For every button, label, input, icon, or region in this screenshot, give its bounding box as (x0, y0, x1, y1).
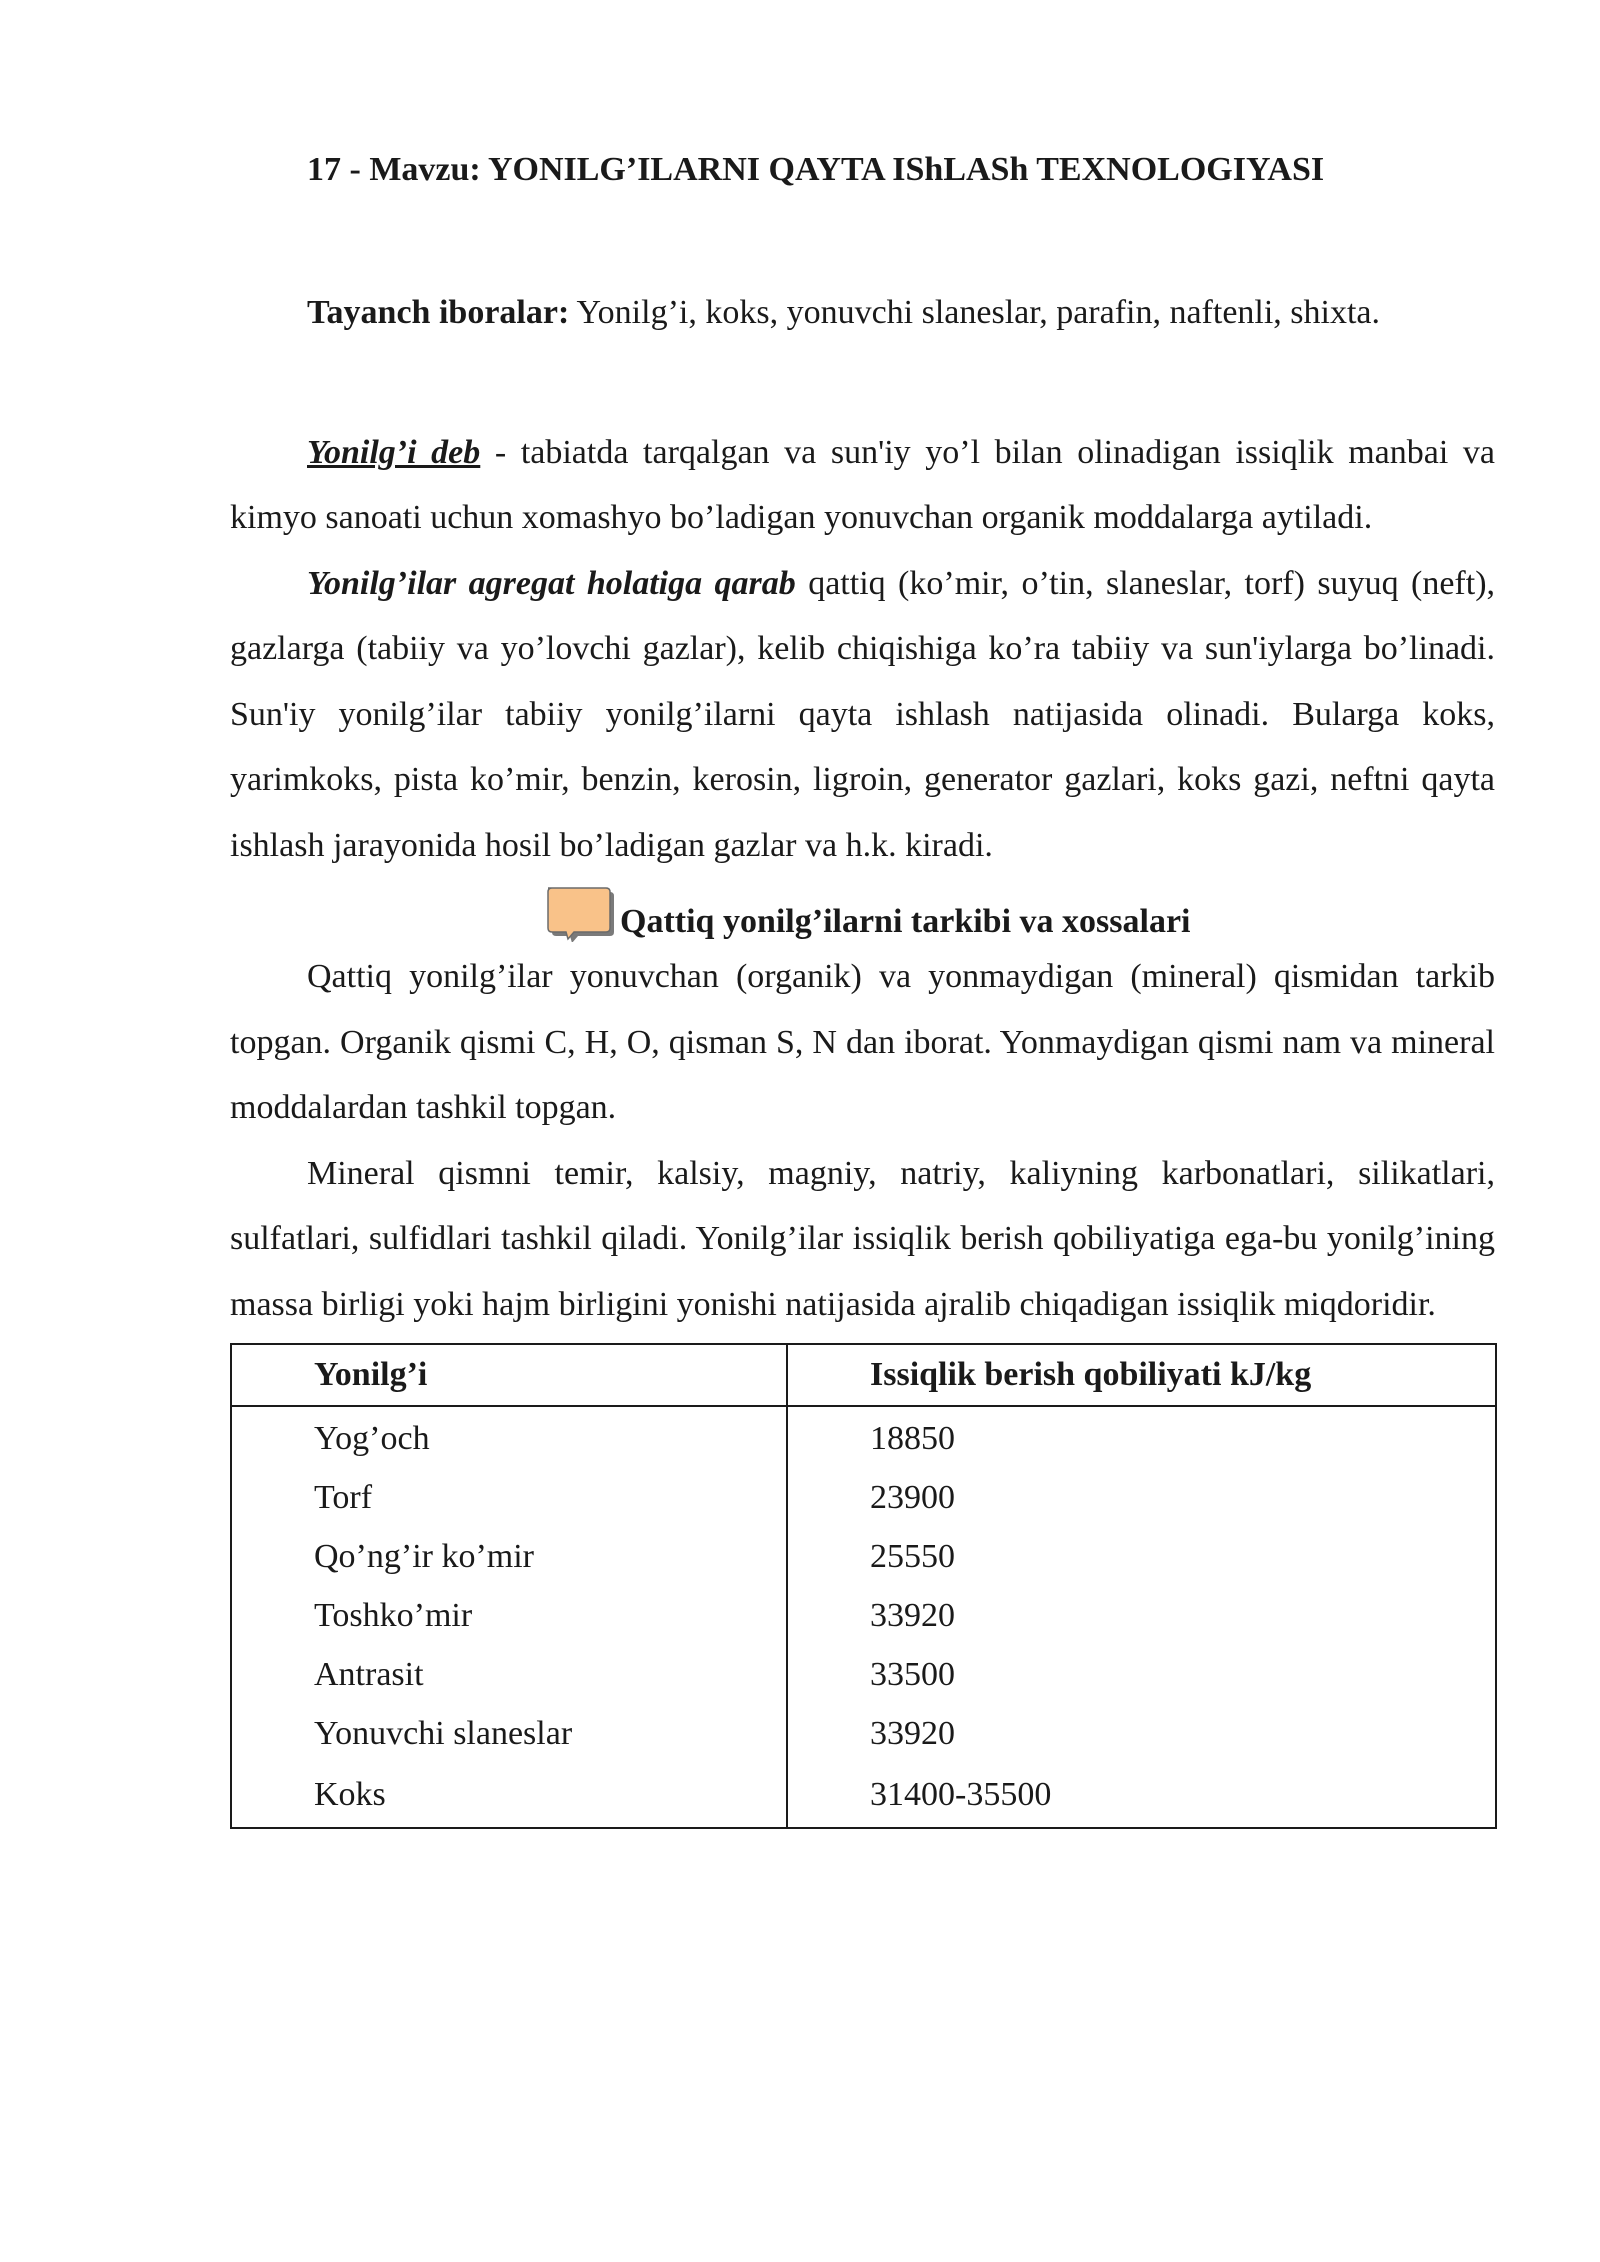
fuel-name: Antrasit (231, 1645, 787, 1704)
calorific-value: 33920 (870, 1596, 955, 1634)
calorific-value: 33500 (870, 1655, 955, 1693)
document-page (230, 150, 1495, 1829)
keywords-paragraph (230, 280, 1495, 346)
keywords-text: Yonilg’i, koks, yonuvchi slaneslar, parafin, naftenli, shixta. (569, 294, 1381, 331)
fuel-name: Torf (231, 1468, 787, 1527)
calorific-value: 25550 (870, 1537, 955, 1575)
calorific-value: 23900 (870, 1478, 955, 1516)
calorific-value-table (230, 1343, 1497, 1829)
composition-paragraph: Qattiq yonilg’ilar yonuvchan (organik) va yonmaydigan (mineral) qismidan tarkib topgan. Organik qismi C, H, O, qisman S, N dan iborat. Yonmaydigan qismi nam va mineral moddalardan tashkil topgan. (230, 958, 1495, 1126)
classification-lead: Yonilg’ilar agregat holatiga qarab (307, 564, 796, 602)
fuel-name: Toshko’mir (231, 1586, 787, 1645)
header-calorific-value: Issiqlik berish qobiliyati kJ/kg (787, 1344, 1496, 1406)
definition-term: Yonilg’i deb (307, 433, 481, 471)
table-row (231, 1645, 1496, 1704)
table-row (231, 1406, 1496, 1468)
section-heading (230, 878, 1495, 944)
definition-paragraph (230, 420, 1495, 551)
header-fuel: Yonilg’i (231, 1344, 787, 1406)
document-title: 17 - Mavzu: YONILG’ILARNI QAYTA IShLASh TEXNOLOGIYASI (307, 151, 1325, 188)
calorific-value: 33920 (870, 1714, 955, 1752)
classification-text: qattiq (ko’mir, o’tin, slaneslar, torf) suyuq (neft), gazlarga (tabiiy va yo’lovchi gazlar), kelib chiqishiga ko’ra tabiiy va sun'iylarga bo’linadi. Sun'iy yonilg’ilar tabiiy yonilg’ilarni qayta ishlash natijasida olinadi. Bularga koks, yarimkoks, pista ko’mir, benzin, kerosin, ligroin, generator gazlari, koks gazi, neftni qayta ishlash jarayonida hosil bo’ladigan gazlar va h.k. kiradi. (230, 564, 1496, 864)
table-row (231, 1468, 1496, 1527)
fuel-name: Koks (231, 1763, 787, 1828)
table-row (231, 1527, 1496, 1586)
definition-text: - tabiatda tarqalgan va sun'iy yo’l bilan olinadigan issiqlik manbai va kimyo sanoati uchun xomashyo bo’ladigan yonuvchan organik moddalarga aytiladi. (230, 433, 1495, 536)
table-row (231, 1763, 1496, 1828)
fuel-name: Qo’ng’ir ko’mir (231, 1527, 787, 1586)
table-row (231, 1586, 1496, 1645)
section-heading-text: Qattiq yonilg’ilarni tarkibi va xossalari (620, 903, 1191, 940)
table-header-row (231, 1344, 1496, 1406)
fuel-name: Yog’och (231, 1406, 787, 1468)
table-row (231, 1704, 1496, 1763)
calorific-value: 31400-35500 (870, 1776, 1052, 1813)
keywords-label: Tayanch iboralar: (307, 294, 570, 331)
mineral-paragraph: Mineral qismni temir, kalsiy, magniy, natriy, kaliyning karbonatlari, silikatlari, sulfatlari, sulfidlari tashkil qiladi. Yonilg’ilar issiqlik berish qobiliyatiga ega-bu yonilg’ining massa birligi yoki hajm birligini yonishi natijasida ajralib chiqadigan issiqlik miqdoridir. (230, 1154, 1495, 1323)
calorific-value: 18850 (870, 1419, 955, 1457)
classification-paragraph (230, 551, 1495, 879)
speech-bubble-icon (546, 886, 614, 942)
fuel-name: Yonuvchi slaneslar (231, 1704, 787, 1763)
speech-bubble-fill (548, 888, 610, 939)
